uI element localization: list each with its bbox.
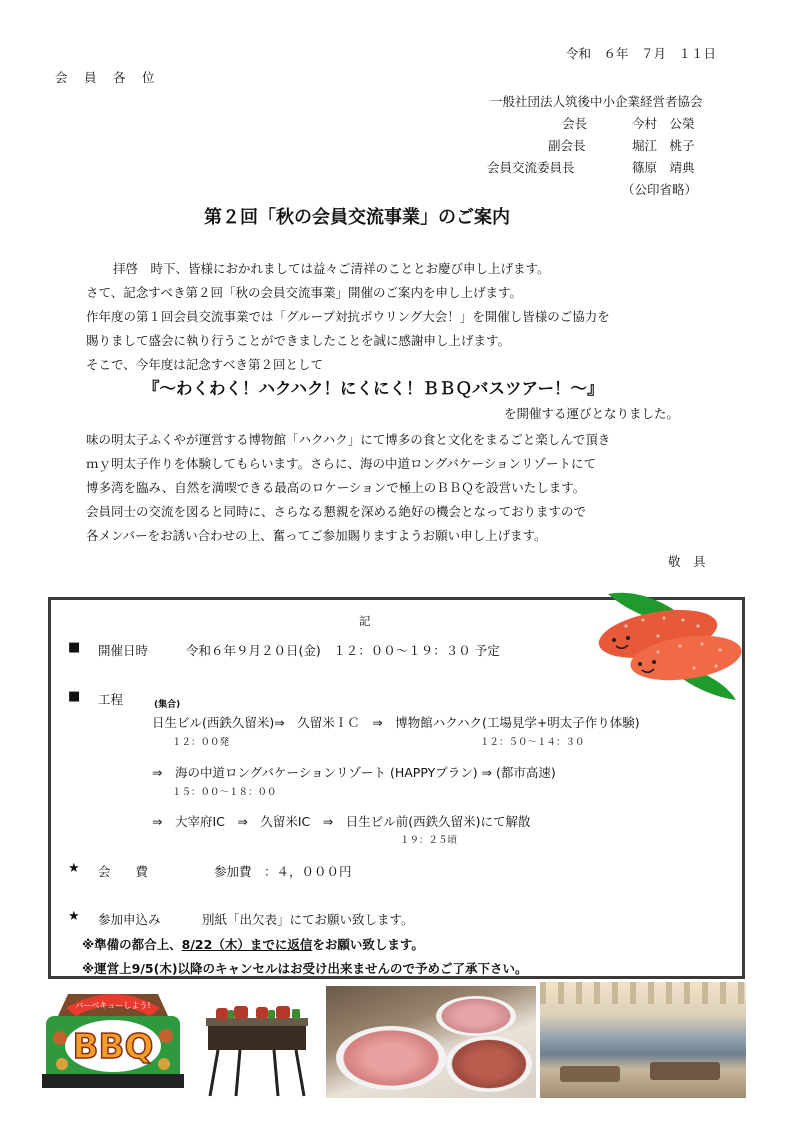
route-step-1: 日生ビル(西鉄久留米)⇒ 久留米ＩＣ ⇒ 博物館ハクハク(工場見学+明太子作り体験) <box>152 715 640 730</box>
reply-deadline: 8/22（木）までに返信 <box>181 937 313 952</box>
resort-terrace-photo <box>540 982 746 1098</box>
document-date: 令和 ６年 ７月 １１日 <box>566 46 717 61</box>
body-line-9: 博多湾を臨み、自然を満喫できる最高のロケーションで極上のＢＢＱを設営いたします。 <box>86 480 586 495</box>
body-line-8: ｍｙ明太子作りを体験してもらいます。さらに、海の中道ロングバケーションリゾートにて <box>86 456 597 471</box>
route-step-3: ⇒ 大宰府IC ⇒ 久留米IC ⇒ 日生ビル前(西鉄久留米)にて解散 <box>152 814 531 829</box>
event-name: 『～わくわく！ハクハク！にくにく！ＢＢＱバスツアー！～』 <box>143 379 604 398</box>
lounge-furniture <box>650 1062 720 1080</box>
apply-label: 参加申込み <box>98 912 161 927</box>
body-line-5: そこで、今年度は記念すべき第２回として <box>86 357 324 372</box>
fee-label: 会 費 <box>98 864 149 879</box>
route-label: 工程 <box>98 692 124 707</box>
meat-plate <box>446 1036 532 1092</box>
body-line-10: 会員同士の交流を図ると同時に、さらなる懇親を深める絶好の機会となっておりますので <box>86 504 587 519</box>
organization-name: 一般社団法人筑後中小企業経営者協会 <box>490 94 703 109</box>
officer-name-vice: 堀江 桃子 <box>632 138 695 153</box>
body-line-11: 各メンバーをお誘い合わせの上、奮ってご参加賜りますようお願い申し上げます。 <box>86 528 547 543</box>
fee-value: 参加費 ：４，０００円 <box>214 864 352 879</box>
route-time-1b: １２：５０～１４：３０ <box>480 737 585 748</box>
meat-plate <box>336 1026 446 1090</box>
lounge-furniture <box>560 1066 620 1082</box>
route-time-1a: １２：００発 <box>172 737 230 748</box>
body-line-7: 味の明太子ふくやが運営する博物館「ハクハク」にて博多の食と文化をまるごと楽しんで頂き <box>86 432 611 447</box>
datetime-bullet: ■ <box>68 640 81 655</box>
mentaiko-illustration <box>598 586 742 704</box>
seal-omitted-note: （公印省略） <box>622 182 698 197</box>
officer-role-committee: 会員交流委員長 <box>487 160 575 175</box>
bbq-food-photo <box>326 986 536 1098</box>
cancellation-note: ※運営上9/5(木)以降のキャンセルはお受け出来ませんので予めご了承下さい。 <box>82 961 528 976</box>
datetime-value: 令和６年９月２０日(金) １２：００～１９：３０ 予定 <box>186 643 500 658</box>
datetime-label: 開催日時 <box>98 643 149 658</box>
officer-name-committee: 篠原 靖典 <box>632 160 695 175</box>
pergola <box>540 982 746 1004</box>
route-bullet: ■ <box>68 689 81 704</box>
apply-bullet: ★ <box>68 909 80 924</box>
note-prefix: ※準備の都合上、 <box>82 937 182 952</box>
page-title: 第２回「秋の会員交流事業」のご案内 <box>204 207 510 228</box>
note-suffix: をお願い致します。 <box>312 937 424 952</box>
route-time-3: １９：２５頃 <box>400 835 458 846</box>
route-time-2: １５：００～１８：００ <box>172 787 277 798</box>
officer-name-president: 今村 公榮 <box>632 116 695 131</box>
apply-value: 別紙「出欠表」にてお願い致します。 <box>202 912 414 927</box>
ki-heading: 記 <box>359 614 371 628</box>
fee-bullet: ★ <box>68 861 80 876</box>
addressee: 会 員 各 位 <box>55 70 157 85</box>
route-step-2: ⇒ 海の中道ロングバケーションリゾート (HAPPYプラン) ⇒ (都市高速) <box>152 765 556 780</box>
officer-role-president: 会長 <box>562 116 588 131</box>
body-line-1: 拝啓 時下、皆様におかれましては益々ご清祥のこととお慶び申し上げます。 <box>113 261 550 276</box>
meat-plate <box>436 996 516 1036</box>
officer-role-vice: 副会長 <box>548 138 586 153</box>
grill-illustration <box>200 1000 315 1100</box>
bbq-banner-text: バーベキューしよう! <box>75 1001 151 1010</box>
body-line-6: を開催する運びとなりました。 <box>504 406 680 421</box>
bbq-sign-illustration <box>38 986 188 1098</box>
closing-remark: 敬 具 <box>668 554 706 569</box>
bbq-sign-text: BBQ <box>72 1027 154 1067</box>
body-line-4: 賜りまして盛会に執り行うことができましたことを誠に感謝申し上げます。 <box>86 333 511 348</box>
reply-deadline-note <box>82 935 424 953</box>
gather-note: (集合) <box>154 700 181 710</box>
body-line-3: 作年度の第１回会員交流事業では「グループ対抗ボウリング大会！」を開催し皆様のご協力を <box>86 309 610 324</box>
body-line-2: さて、記念すべき第２回「秋の会員交流事業」開催のご案内を申し上げます。 <box>86 285 523 300</box>
